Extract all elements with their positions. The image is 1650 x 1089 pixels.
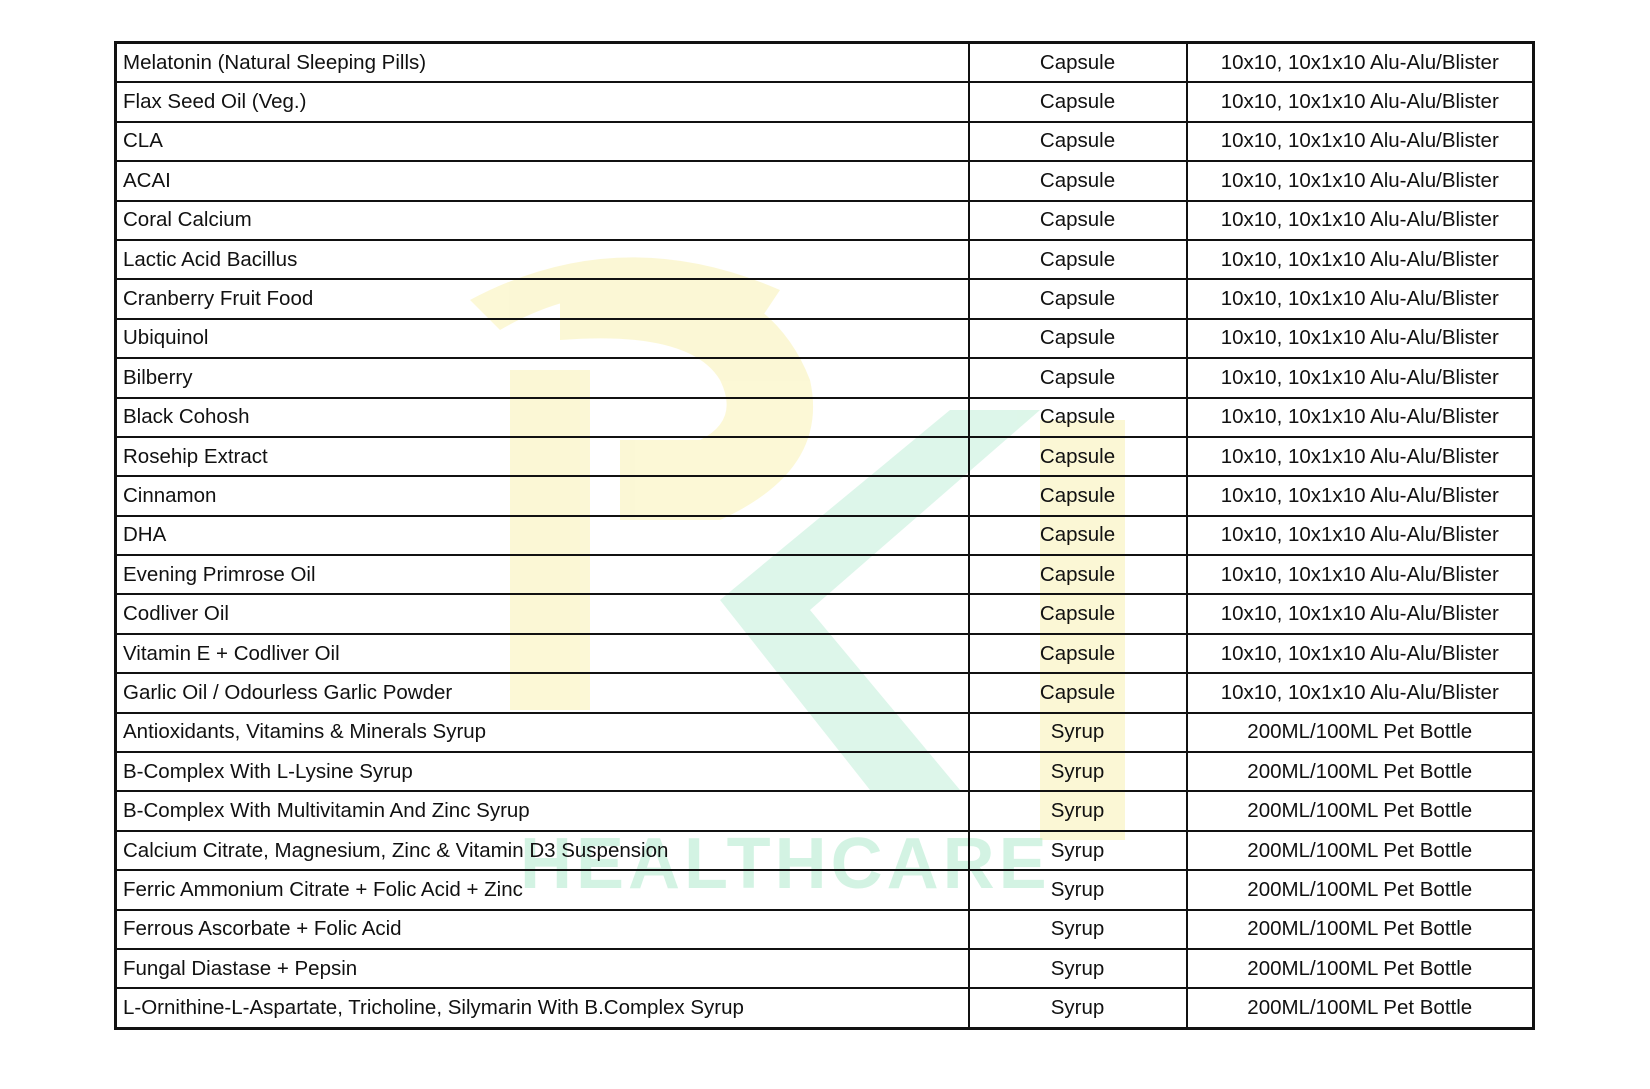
product-name-cell: Cranberry Fruit Food xyxy=(116,279,969,318)
packing-cell: 10x10, 10x1x10 Alu-Alu/Blister xyxy=(1187,398,1534,437)
packing-cell: 10x10, 10x1x10 Alu-Alu/Blister xyxy=(1187,555,1534,594)
dosage-form-cell: Capsule xyxy=(969,161,1187,200)
dosage-form-cell: Syrup xyxy=(969,713,1187,752)
table-row xyxy=(116,43,1534,83)
product-name-cell: Codliver Oil xyxy=(116,594,969,633)
table-row xyxy=(116,910,1534,949)
packing-cell: 10x10, 10x1x10 Alu-Alu/Blister xyxy=(1187,201,1534,240)
dosage-form-cell: Capsule xyxy=(969,673,1187,712)
dosage-form-cell: Syrup xyxy=(969,752,1187,791)
product-name-cell: Antioxidants, Vitamins & Minerals Syrup xyxy=(116,713,969,752)
product-name-cell: B-Complex With L-Lysine Syrup xyxy=(116,752,969,791)
packing-cell: 10x10, 10x1x10 Alu-Alu/Blister xyxy=(1187,358,1534,397)
dosage-form-cell: Syrup xyxy=(969,791,1187,830)
dosage-form-cell: Capsule xyxy=(969,319,1187,358)
product-name-cell: Evening Primrose Oil xyxy=(116,555,969,594)
packing-cell: 200ML/100ML Pet Bottle xyxy=(1187,752,1534,791)
product-name-cell: Cinnamon xyxy=(116,476,969,515)
product-name-cell: Coral Calcium xyxy=(116,201,969,240)
product-name-cell: Melatonin (Natural Sleeping Pills) xyxy=(116,43,969,83)
dosage-form-cell: Capsule xyxy=(969,201,1187,240)
packing-cell: 10x10, 10x1x10 Alu-Alu/Blister xyxy=(1187,594,1534,633)
dosage-form-cell: Capsule xyxy=(969,634,1187,673)
product-name-cell: Ferrous Ascorbate + Folic Acid xyxy=(116,910,969,949)
packing-cell: 10x10, 10x1x10 Alu-Alu/Blister xyxy=(1187,82,1534,121)
packing-cell: 200ML/100ML Pet Bottle xyxy=(1187,831,1534,870)
dosage-form-cell: Capsule xyxy=(969,240,1187,279)
dosage-form-cell: Capsule xyxy=(969,122,1187,161)
product-name-cell: CLA xyxy=(116,122,969,161)
table-row xyxy=(116,240,1534,279)
watermark-text: HEALTHCARE xyxy=(520,824,1051,904)
table-row xyxy=(116,752,1534,791)
table-row xyxy=(116,673,1534,712)
table-row xyxy=(116,870,1534,909)
dosage-form-cell: Syrup xyxy=(969,988,1187,1028)
dosage-form-cell: Capsule xyxy=(969,476,1187,515)
dosage-form-cell: Capsule xyxy=(969,358,1187,397)
product-name-cell: Ubiquinol xyxy=(116,319,969,358)
product-name-cell: Ferric Ammonium Citrate + Folic Acid + Zinc xyxy=(116,870,969,909)
product-name-cell: B-Complex With Multivitamin And Zinc Syrup xyxy=(116,791,969,830)
table-row xyxy=(116,319,1534,358)
product-name-cell: Rosehip Extract xyxy=(116,437,969,476)
dosage-form-cell: Capsule xyxy=(969,516,1187,555)
table-row xyxy=(116,358,1534,397)
table-row xyxy=(116,831,1534,870)
packing-cell: 10x10, 10x1x10 Alu-Alu/Blister xyxy=(1187,122,1534,161)
product-name-cell: Calcium Citrate, Magnesium, Zinc & Vitamin D3 Suspension xyxy=(116,831,969,870)
product-name-cell: Flax Seed Oil (Veg.) xyxy=(116,82,969,121)
dosage-form-cell: Capsule xyxy=(969,82,1187,121)
product-sheet xyxy=(114,41,1532,1030)
packing-cell: 200ML/100ML Pet Bottle xyxy=(1187,870,1534,909)
dosage-form-cell: Syrup xyxy=(969,870,1187,909)
product-name-cell: Garlic Oil / Odourless Garlic Powder xyxy=(116,673,969,712)
table-row xyxy=(116,949,1534,988)
packing-cell: 10x10, 10x1x10 Alu-Alu/Blister xyxy=(1187,476,1534,515)
table-row xyxy=(116,398,1534,437)
table-row xyxy=(116,122,1534,161)
dosage-form-cell: Capsule xyxy=(969,437,1187,476)
table-row xyxy=(116,594,1534,633)
packing-cell: 10x10, 10x1x10 Alu-Alu/Blister xyxy=(1187,43,1534,83)
table-row xyxy=(116,437,1534,476)
dosage-form-cell: Capsule xyxy=(969,398,1187,437)
packing-cell: 10x10, 10x1x10 Alu-Alu/Blister xyxy=(1187,437,1534,476)
product-name-cell: L-Ornithine-L-Aspartate, Tricholine, Silymarin With B.Complex Syrup xyxy=(116,988,969,1028)
product-name-cell: DHA xyxy=(116,516,969,555)
packing-cell: 200ML/100ML Pet Bottle xyxy=(1187,910,1534,949)
packing-cell: 200ML/100ML Pet Bottle xyxy=(1187,713,1534,752)
product-name-cell: Lactic Acid Bacillus xyxy=(116,240,969,279)
table-row xyxy=(116,634,1534,673)
packing-cell: 10x10, 10x1x10 Alu-Alu/Blister xyxy=(1187,240,1534,279)
table-row xyxy=(116,161,1534,200)
product-name-cell: Black Cohosh xyxy=(116,398,969,437)
table-row xyxy=(116,988,1534,1028)
product-name-cell: ACAI xyxy=(116,161,969,200)
dosage-form-cell: Capsule xyxy=(969,555,1187,594)
packing-cell: 10x10, 10x1x10 Alu-Alu/Blister xyxy=(1187,279,1534,318)
table-row xyxy=(116,279,1534,318)
packing-cell: 200ML/100ML Pet Bottle xyxy=(1187,791,1534,830)
table-row xyxy=(116,516,1534,555)
packing-cell: 10x10, 10x1x10 Alu-Alu/Blister xyxy=(1187,319,1534,358)
product-table xyxy=(114,41,1535,1030)
dosage-form-cell: Capsule xyxy=(969,43,1187,83)
product-name-cell: Fungal Diastase + Pepsin xyxy=(116,949,969,988)
table-row xyxy=(116,713,1534,752)
table-row xyxy=(116,791,1534,830)
packing-cell: 10x10, 10x1x10 Alu-Alu/Blister xyxy=(1187,161,1534,200)
table-row xyxy=(116,555,1534,594)
dosage-form-cell: Capsule xyxy=(969,279,1187,318)
table-row xyxy=(116,476,1534,515)
dosage-form-cell: Syrup xyxy=(969,949,1187,988)
dosage-form-cell: Syrup xyxy=(969,910,1187,949)
table-row xyxy=(116,201,1534,240)
dosage-form-cell: Syrup xyxy=(969,831,1187,870)
product-name-cell: Vitamin E + Codliver Oil xyxy=(116,634,969,673)
dosage-form-cell: Capsule xyxy=(969,594,1187,633)
packing-cell: 200ML/100ML Pet Bottle xyxy=(1187,988,1534,1028)
product-name-cell: Bilberry xyxy=(116,358,969,397)
packing-cell: 200ML/100ML Pet Bottle xyxy=(1187,949,1534,988)
product-table-body xyxy=(116,43,1534,1029)
packing-cell: 10x10, 10x1x10 Alu-Alu/Blister xyxy=(1187,516,1534,555)
packing-cell: 10x10, 10x1x10 Alu-Alu/Blister xyxy=(1187,673,1534,712)
table-row xyxy=(116,82,1534,121)
packing-cell: 10x10, 10x1x10 Alu-Alu/Blister xyxy=(1187,634,1534,673)
